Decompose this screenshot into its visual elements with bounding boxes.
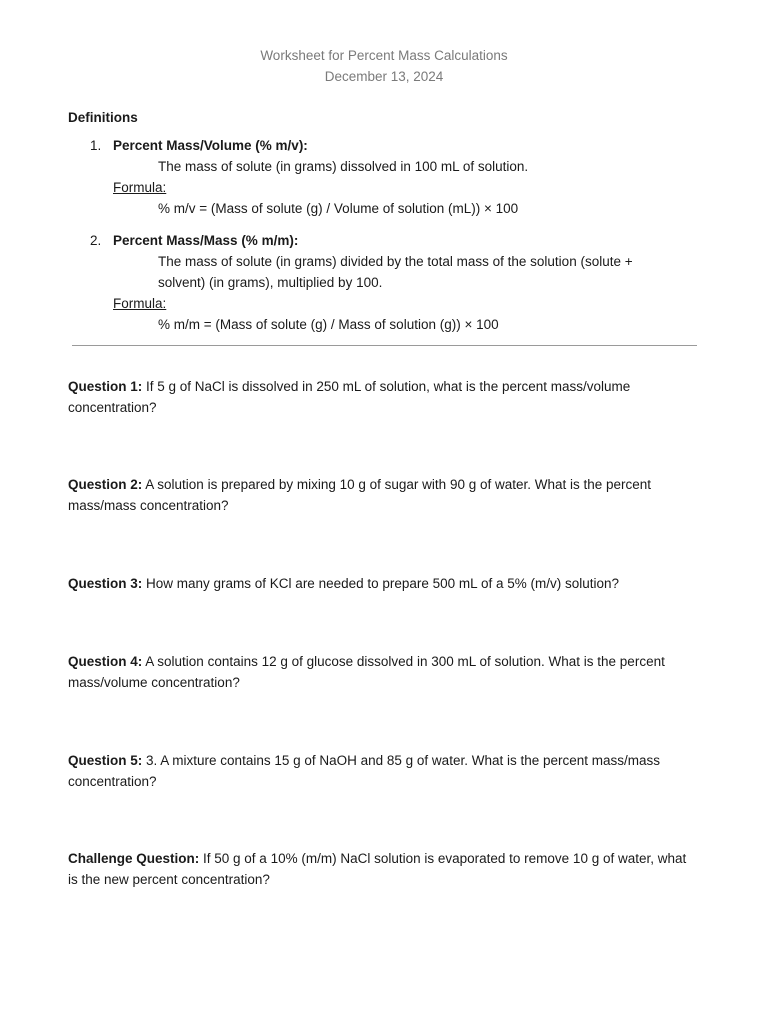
definition-number: 2. xyxy=(90,233,102,248)
question-label: Question 1: xyxy=(68,379,143,394)
document-header xyxy=(0,45,768,87)
challenge-question xyxy=(68,848,698,890)
question-label: Challenge Question: xyxy=(68,851,200,866)
definition-term: Percent Mass/Volume (% m/v): xyxy=(113,138,308,153)
question-text: If 5 g of NaCl is dissolved in 250 mL of solution, what is the percent mass/volume concentration? xyxy=(68,379,631,415)
question-text: A solution contains 12 g of glucose dissolved in 300 mL of solution. What is the percent mass/volume concentration? xyxy=(68,654,665,690)
question-1 xyxy=(68,376,698,418)
question-4 xyxy=(68,651,698,693)
definitions-heading: Definitions xyxy=(68,110,138,125)
definition-description: The mass of solute (in grams) dissolved in 100 mL of solution. xyxy=(158,159,529,174)
document-date: December 13, 2024 xyxy=(324,69,444,84)
definition-term: Percent Mass/Mass (% m/m): xyxy=(113,233,299,248)
question-text: If 50 g of a 10% (m/m) NaCl solution is evaporated to remove 10 g of water, what is the new percent concentration? xyxy=(68,851,687,887)
definition-item xyxy=(90,135,700,219)
formula-label: Formula: xyxy=(113,180,167,195)
question-label: Question 2: xyxy=(68,477,143,492)
question-2 xyxy=(68,474,698,516)
question-label: Question 4: xyxy=(68,654,143,669)
question-label: Question 3: xyxy=(68,576,143,591)
formula-label: Formula: xyxy=(113,296,167,311)
formula-text: % m/m = (Mass of solute (g) / Mass of solution (g)) × 100 xyxy=(158,317,499,332)
question-3 xyxy=(68,573,698,594)
document-title: Worksheet for Percent Mass Calculations xyxy=(260,48,508,63)
section-divider xyxy=(72,345,697,346)
definition-description: The mass of solute (in grams) divided by the total mass of the solution (solute + solvent) (in grams), multiplied by 100. xyxy=(158,254,633,290)
formula-text: % m/v = (Mass of solute (g) / Volume of solution (mL)) × 100 xyxy=(158,201,519,216)
question-text: How many grams of KCl are needed to prepare 500 mL of a 5% (m/v) solution? xyxy=(142,576,619,591)
question-text: A solution is prepared by mixing 10 g of sugar with 90 g of water. What is the percent mass/mass concentration? xyxy=(68,477,652,513)
definition-number: 1. xyxy=(90,138,102,153)
question-5 xyxy=(68,750,698,792)
question-label: Question 5: xyxy=(68,753,143,768)
question-text: 3. A mixture contains 15 g of NaOH and 85 g of water. What is the percent mass/mass concentration? xyxy=(68,753,661,789)
definition-item xyxy=(90,230,700,335)
